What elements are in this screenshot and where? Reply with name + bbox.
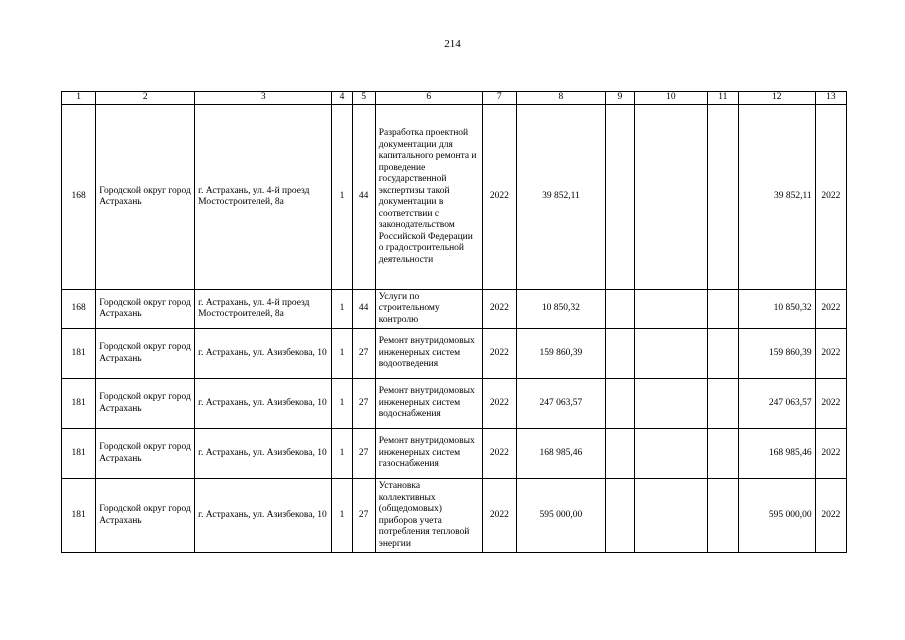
col5-cell: 27	[352, 379, 375, 429]
funding-cell: 10 850,32	[738, 290, 815, 329]
year-cell: 2022	[482, 429, 516, 479]
year-cell: 2022	[482, 329, 516, 379]
column-number-row	[62, 92, 847, 105]
col10-cell	[635, 479, 708, 553]
total-cost-cell: 159 860,39	[517, 329, 606, 379]
row-number: 181	[62, 329, 96, 379]
column-number: 12	[738, 92, 815, 105]
year-cell: 2022	[482, 479, 516, 553]
column-number: 6	[375, 92, 482, 105]
address-cell: г. Астрахань, ул. Азизбекова, 10	[195, 479, 332, 553]
funding-cell: 159 860,39	[738, 329, 815, 379]
col11-cell	[707, 479, 738, 553]
col9-cell	[605, 379, 634, 429]
col9-cell	[605, 329, 634, 379]
col4-cell: 1	[332, 429, 352, 479]
funding-cell: 39 852,11	[738, 105, 815, 290]
col9-cell	[605, 479, 634, 553]
capital-repair-table	[61, 91, 847, 553]
col10-cell	[635, 429, 708, 479]
work-type-cell: Разработка проектной документации для капитального ремонта и проведение государственной экспертизы такой документации в соответствии с законодательством Российской Федерации о градостроительной деятельности	[375, 105, 482, 290]
municipality-cell: Городской округ город Астрахань	[96, 429, 195, 479]
col5-cell: 27	[352, 329, 375, 379]
column-number: 5	[352, 92, 375, 105]
completion-year-cell: 2022	[815, 429, 846, 479]
year-cell: 2022	[482, 290, 516, 329]
col5-cell: 44	[352, 105, 375, 290]
col4-cell: 1	[332, 329, 352, 379]
municipality-cell: Городской округ город Астрахань	[96, 329, 195, 379]
work-type-cell: Установка коллективных (общедомовых) приборов учета потребления тепловой энергии	[375, 479, 482, 553]
col11-cell	[707, 379, 738, 429]
work-type-cell: Услуги по строительному контролю	[375, 290, 482, 329]
column-number: 10	[635, 92, 708, 105]
work-type-cell: Ремонт внутридомовых инженерных систем водоснабжения	[375, 379, 482, 429]
column-number: 3	[195, 92, 332, 105]
total-cost-cell: 247 063,57	[517, 379, 606, 429]
completion-year-cell: 2022	[815, 329, 846, 379]
municipality-cell: Городской округ город Астрахань	[96, 290, 195, 329]
total-cost-cell: 168 985,46	[517, 429, 606, 479]
col11-cell	[707, 105, 738, 290]
table-row	[62, 379, 847, 429]
funding-cell: 247 063,57	[738, 379, 815, 429]
funding-cell: 168 985,46	[738, 429, 815, 479]
year-cell: 2022	[482, 379, 516, 429]
col11-cell	[707, 329, 738, 379]
col9-cell	[605, 429, 634, 479]
address-cell: г. Астрахань, ул. Азизбекова, 10	[195, 379, 332, 429]
column-number: 13	[815, 92, 846, 105]
row-number: 168	[62, 290, 96, 329]
col11-cell	[707, 290, 738, 329]
col10-cell	[635, 290, 708, 329]
col10-cell	[635, 379, 708, 429]
row-number: 181	[62, 429, 96, 479]
address-cell: г. Астрахань, ул. 4-й проезд Мостостроителей, 8а	[195, 290, 332, 329]
col4-cell: 1	[332, 479, 352, 553]
table-row	[62, 329, 847, 379]
funding-cell: 595 000,00	[738, 479, 815, 553]
table-row	[62, 290, 847, 329]
col11-cell	[707, 429, 738, 479]
table-row	[62, 479, 847, 553]
completion-year-cell: 2022	[815, 479, 846, 553]
total-cost-cell: 595 000,00	[517, 479, 606, 553]
total-cost-cell: 10 850,32	[517, 290, 606, 329]
column-number: 7	[482, 92, 516, 105]
col9-cell	[605, 290, 634, 329]
address-cell: г. Астрахань, ул. Азизбекова, 10	[195, 329, 332, 379]
column-number: 1	[62, 92, 96, 105]
municipality-cell: Городской округ город Астрахань	[96, 479, 195, 553]
work-type-cell: Ремонт внутридомовых инженерных систем газоснабжения	[375, 429, 482, 479]
column-number: 4	[332, 92, 352, 105]
completion-year-cell: 2022	[815, 290, 846, 329]
col4-cell: 1	[332, 105, 352, 290]
completion-year-cell: 2022	[815, 379, 846, 429]
completion-year-cell: 2022	[815, 105, 846, 290]
column-number: 8	[517, 92, 606, 105]
column-number: 9	[605, 92, 634, 105]
table-row	[62, 429, 847, 479]
address-cell: г. Астрахань, ул. Азизбекова, 10	[195, 429, 332, 479]
column-number: 11	[707, 92, 738, 105]
col5-cell: 27	[352, 479, 375, 553]
address-cell: г. Астрахань, ул. 4-й проезд Мостостроителей, 8а	[195, 105, 332, 290]
col10-cell	[635, 329, 708, 379]
col4-cell: 1	[332, 379, 352, 429]
work-type-cell: Ремонт внутридомовых инженерных систем водоотведения	[375, 329, 482, 379]
municipality-cell: Городской округ город Астрахань	[96, 379, 195, 429]
col5-cell: 44	[352, 290, 375, 329]
row-number: 168	[62, 105, 96, 290]
total-cost-cell: 39 852,11	[517, 105, 606, 290]
page-number: 214	[444, 38, 461, 50]
column-number: 2	[96, 92, 195, 105]
col10-cell	[635, 105, 708, 290]
col9-cell	[605, 105, 634, 290]
row-number: 181	[62, 379, 96, 429]
municipality-cell: Городской округ город Астрахань	[96, 105, 195, 290]
col5-cell: 27	[352, 429, 375, 479]
row-number: 181	[62, 479, 96, 553]
col4-cell: 1	[332, 290, 352, 329]
year-cell: 2022	[482, 105, 516, 290]
table-row	[62, 105, 847, 290]
